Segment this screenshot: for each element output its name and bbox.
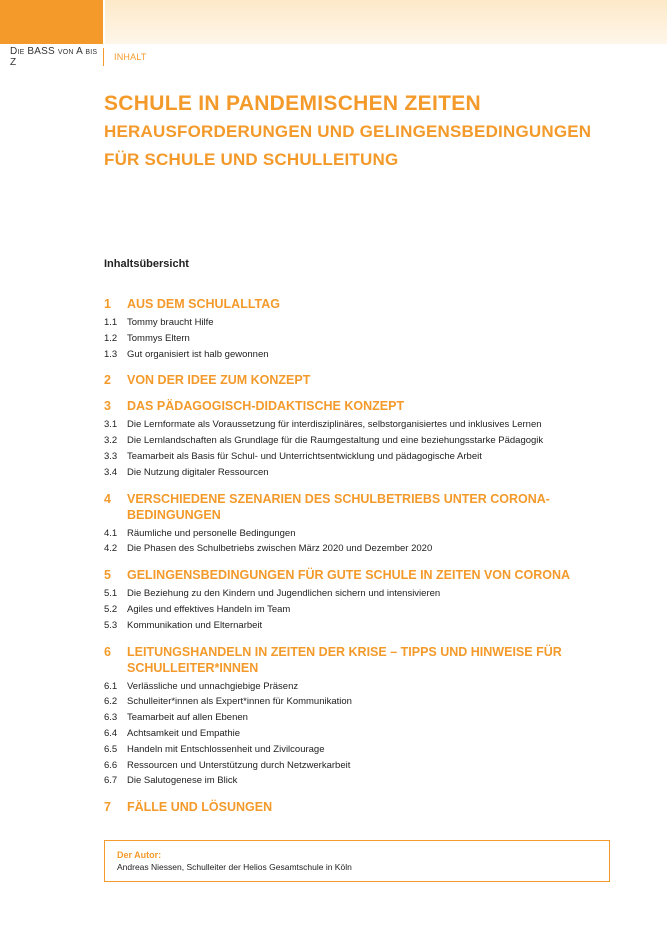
toc-entry[interactable] [104,449,634,465]
entry-number: 6.4 [104,727,118,739]
entry-text: Agiles und effektives Handeln im Team [127,603,291,615]
chapter-number: 3 [104,399,111,414]
chapter-title-text: LEITUNGSHANDELN IN ZEITEN DER KRISE – TIPPS UND HINWEISE FÜR SCHULLEITER*INNEN [127,644,562,675]
entry-text: Tommys Eltern [127,332,190,344]
toc-entry[interactable] [104,541,634,557]
author-text: Andreas Niessen, Schulleiter der Helios Gesamtschule in Köln [117,862,352,872]
toc-entry[interactable] [104,331,634,347]
toc-entry[interactable] [104,710,634,726]
entry-text: Räumliche und personelle Bedingungen [127,527,296,539]
chapter-title-text: GELINGENSBEDINGUNGEN FÜR GUTE SCHULE IN ZEITEN VON CORONA [127,568,571,583]
toc-chapter-5 [104,567,634,633]
chapter-number: 1 [104,297,111,311]
author-label: Der Autor: [117,850,162,860]
chapter-title-text: FÄLLE UND LÖSUNGEN [127,800,273,815]
entry-text: Teamarbeit auf allen Ebenen [127,712,248,724]
chapter-title[interactable] [104,398,634,414]
entry-number: 6.7 [104,775,118,787]
entry-text: Schulleiter*innen als Expert*innen für Kommunikation [127,696,352,708]
entry-text: Die Phasen des Schulbetriebs zwischen März 2020 und Dezember 2020 [127,543,433,555]
entry-text: Die Beziehung zu den Kindern und Jugendlichen sichern und intensivieren [127,588,441,600]
chapter-title-text: VON DER IDEE ZUM KONZEPT [127,373,311,388]
header-brand: Die BASS von A bis Z [10,46,98,68]
chapter-number: 7 [104,800,111,815]
entry-text: Teamarbeit als Basis für Schul- und Unterrichtsentwicklung und pädagogische Arbeit [127,450,482,462]
title-sub-line2: FÜR SCHULE UND SCHULLEITUNG [104,150,399,169]
toc-chapter-7 [104,799,634,815]
running-header [0,48,147,66]
entry-text: Die Lernformate als Voraussetzung für interdisziplinäres, selbstorganisiertes und inklusives Lernen [127,419,542,431]
chapter-number: 5 [104,568,111,583]
entry-number: 3.1 [104,419,118,431]
entry-text: Ressourcen und Unterstützung durch Netzwerkarbeit [127,759,351,771]
entry-number: 4.2 [104,543,118,555]
chapter-title[interactable] [104,372,634,388]
entry-text: Achtsamkeit und Empathie [127,727,241,739]
chapter-title-text: VERSCHIEDENE SZENARIEN DES SCHULBETRIEBS UNTER CORONA-BEDINGUNGEN [127,491,550,522]
toc-entry[interactable] [104,742,634,758]
toc-entry[interactable] [104,417,634,433]
entry-number: 1.1 [104,317,118,328]
entry-text: Verlässliche und unnachgiebige Präsenz [127,680,299,692]
title-sub-line1: HERAUSFORDERUNGEN UND GELINGENSBEDINGUNGEN [104,122,592,141]
toc-chapter-4 [104,491,634,558]
author-box [104,840,610,882]
chapter-title[interactable] [104,567,634,583]
entry-number: 6.3 [104,712,118,724]
chapter-title[interactable] [104,799,634,815]
top-banner [0,0,667,44]
entry-number: 1.3 [104,348,118,360]
entry-number: 5.3 [104,619,118,631]
entry-text: Tommy braucht Hilfe [127,317,214,328]
toc-entry[interactable] [104,773,634,789]
banner-accent-block [0,0,103,44]
entry-number: 5.2 [104,603,118,615]
entry-number: 5.1 [104,588,118,600]
document-title [104,90,644,174]
entry-number: 6.5 [104,743,118,755]
entry-text: Die Salutogenese im Blick [127,775,238,787]
chapter-title[interactable] [104,296,634,312]
entry-text: Kommunikation und Elternarbeit [127,619,263,631]
toc-chapter-2 [104,372,634,388]
chapter-title[interactable] [104,491,634,523]
toc-entry[interactable] [104,465,634,481]
banner-gradient [103,0,667,44]
chapter-number: 2 [104,373,111,388]
toc-chapter-3 [104,398,634,480]
entry-text: Die Lernlandschaften als Grundlage für die Raumgestaltung und eine beziehungsstarke Pädagogik [127,435,544,447]
toc-chapter-6 [104,644,634,790]
chapter-number: 4 [104,491,111,506]
toc-entry[interactable] [104,586,634,602]
entry-text: Die Nutzung digitaler Ressourcen [127,466,269,478]
toc-entry[interactable] [104,726,634,742]
toc-entry[interactable] [104,694,634,710]
chapter-title[interactable] [104,644,634,676]
entry-number: 6.6 [104,759,118,771]
toc-entry[interactable] [104,315,634,331]
entry-number: 1.2 [104,332,118,344]
title-main: SCHULE IN PANDEMISCHEN ZEITEN [104,92,481,115]
entry-text: Gut organisiert ist halb gewonnen [127,348,269,360]
entry-number: 3.4 [104,466,118,478]
table-of-contents [104,296,634,825]
entry-number: 3.3 [104,450,118,462]
entry-number: 6.2 [104,696,118,708]
toc-entry[interactable] [104,618,634,634]
toc-entry[interactable] [104,433,634,449]
toc-entry[interactable] [104,602,634,618]
entry-number: 3.2 [104,435,118,447]
toc-chapter-1 [104,296,634,362]
chapter-title-text: DAS PÄDAGOGISCH-DIDAKTISCHE KONZEPT [127,399,405,414]
chapter-number: 6 [104,644,111,659]
entry-number: 6.1 [104,680,118,692]
header-section: INHALT [114,52,147,62]
toc-entry[interactable] [104,347,634,363]
toc-entry[interactable] [104,758,634,774]
toc-heading: Inhaltsübersicht [104,258,189,270]
chapter-title-text: AUS DEM SCHULALLTAG [127,297,280,311]
entry-number: 4.1 [104,527,118,539]
toc-entry[interactable] [104,526,634,542]
entry-text: Handeln mit Entschlossenheit und Zivilcourage [127,743,325,755]
toc-entry[interactable] [104,679,634,695]
